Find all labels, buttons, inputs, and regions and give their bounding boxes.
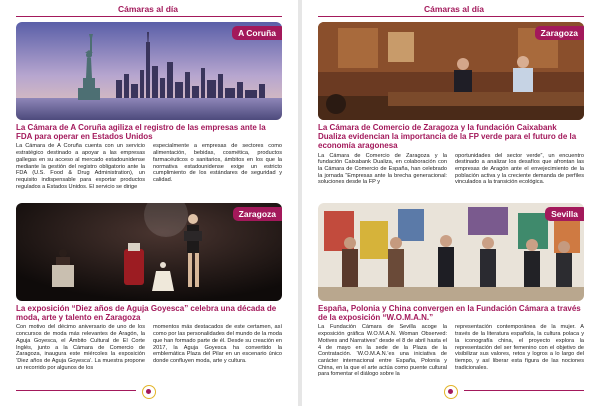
- photo-exhibition-group: [318, 203, 584, 301]
- mannequin-red-dress-icon: [124, 243, 144, 285]
- location-tag: Sevilla: [545, 207, 584, 221]
- article-headline: España, Polonia y China convergen en la Fundación Cámara a través de la exposición “W.O.M.A.N.”: [318, 304, 581, 323]
- article-headline: La Cámara de Comercio de Zaragoza y la fundación Caixabank Dualiza evidencian la importancia de la FP verde para el futuro de la economía aragonesa: [318, 123, 577, 151]
- left-page: [0, 0, 298, 406]
- audience-head-icon: [326, 94, 346, 114]
- article-body: [16, 324, 282, 371]
- article-text-col-2: representación contemporánea de la mujer. A través de la literatura española, la cultura polaca y la iconografía china, el proyecto explora la representación del ser femenino con el objetivo de visibilizar sus valores, retos y logros a lo largo del tiempo, y así liberar esta figura de las nociones tradicionales.: [455, 324, 584, 371]
- location-tag: Zaragoza: [233, 207, 282, 221]
- article-text-col-1: La Fundación Cámara de Sevilla acoge la exposición gráfica W.O.M.A.N. Woman Observed: Motives and Narratives” desde el 8 de abril hasta el 4 de mayo en la sede de la Plaza de la Contratación. ‘W.O.M.A.N.’es una iniciativa de carácter internacional entre España, Polonia y China, en la que el arte actúa como puente cultural para fomentar el diálogo sobre la: [318, 324, 447, 378]
- photo-conference-table: [318, 22, 584, 120]
- article-body: [16, 143, 282, 190]
- chamber-logo-icon: [444, 385, 458, 399]
- footer-rule-right: [464, 390, 584, 391]
- location-tag: Zaragoza: [535, 26, 584, 40]
- header-rule-right: [318, 16, 584, 17]
- location-tag: A Coruña: [232, 26, 282, 40]
- article-woman-exhibition: [318, 203, 584, 378]
- running-head-left: Cámaras al día: [118, 4, 179, 14]
- article-headline: La Cámara de A Coruña agiliza el registro de las empresas ante la FDA para operar en Estados Unidos: [16, 123, 266, 142]
- photo-fashion-show: [16, 203, 282, 301]
- article-aguja-goyesca: [16, 203, 282, 371]
- header-rule-left: [16, 16, 282, 17]
- article-text-col-1: La Cámara de Comercio de Zaragoza y la fundación Caixabank Dualiza, en colaboración con la Cámara de Comercio de España, han celebrado la jornada “Empresas ante la brecha generacional: soluciones desde la FP y: [318, 152, 447, 186]
- photo-new-york-skyline: [16, 22, 282, 120]
- article-headline: La exposición “Diez años de Aguja Goyesca” celebra una década de moda, arte y talento en Zaragoza: [16, 304, 277, 323]
- article-text-col-2: especialmente a empresas de sectores como alimentación, bebidas, cosmética, productos farmacéuticos o sanitarios, ámbitos en los que la normativa estadounidense exige un estricto cumplimiento de los estándares de seguridad y calidad.: [153, 143, 282, 183]
- footer-rule-left: [16, 390, 136, 391]
- chamber-logo-icon: [142, 385, 156, 399]
- article-text-col-2: momentos más destacados de este certamen, así como por las personalidades del mundo de la moda que han formado parte de él. Desde su creación en 2017, la Aguja Goyesca ha convertido la emblemática Plaza del Pilar en un escenario único donde confluyen moda, arte y cultura.: [153, 324, 282, 364]
- exhibition-group-image: [318, 203, 584, 301]
- article-body: [318, 324, 584, 378]
- article-fp-verde: [318, 22, 584, 186]
- right-page: [302, 0, 600, 406]
- article-text-col-1: Con motivo del décimo aniversario de uno de los concursos de moda más relevantes de Aragón, la Aguja Goyesca, el Ámbito Cultural de El Corte Inglés, junto a la Cámara de Comercio de Zaragoza, inaugura este miércoles la exposición ‘Diez años de Aguja Goyesca’. La muestra propone un recorrido por algunos de los: [16, 324, 145, 371]
- article-text-col-1: La Cámara de A Coruña cuenta con un servicio estratégico destinado a apoyar a las empresas gallegas en su acceso al mercado estadounidense mediante la gestión del registro obligatorio ante la FDA (U.S. Food & Drug Administration), un requisito indispensable para exportar productos regulados a Estados Unidos. El servicio se dirige: [16, 143, 145, 190]
- article-text-col-2: oportunidades del sector verde”, un encuentro destinado a analizar los desafíos que afrontan las empresas de Aragón ante el envejecimiento de la población activa y la creciente demanda de perfiles vinculados a la transición ecológica.: [455, 152, 584, 186]
- running-head-right: Cámaras al día: [424, 4, 485, 14]
- article-coruna: [16, 22, 282, 190]
- article-body: [318, 153, 584, 187]
